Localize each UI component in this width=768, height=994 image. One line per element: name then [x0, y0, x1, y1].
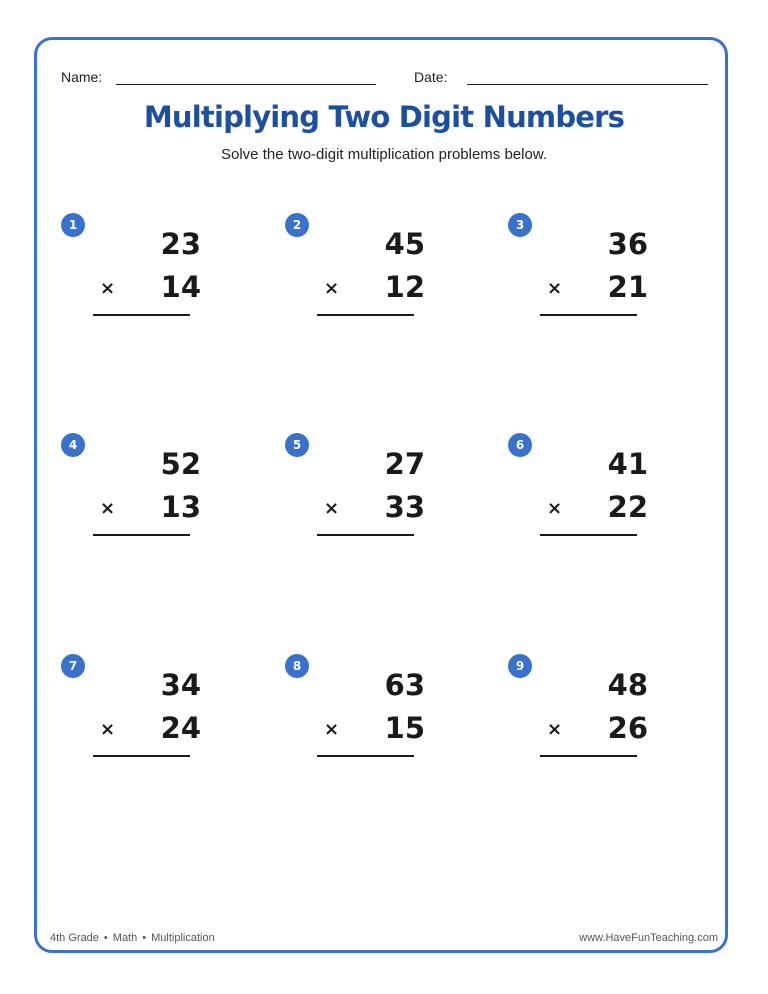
multiplier: 24: [160, 711, 201, 745]
footer-topic: Multiplication: [151, 932, 215, 944]
worksheet-title: Multiplying Two Digit Numbers: [143, 100, 625, 134]
answer-line[interactable]: [93, 314, 190, 316]
problem-1: [61, 213, 201, 353]
multiplicand: 41: [607, 447, 648, 481]
multiplier: 12: [384, 270, 425, 304]
multiplicand: 48: [607, 668, 648, 702]
multiplicand: 36: [607, 227, 648, 261]
multiply-sign: ×: [100, 278, 116, 299]
problem-number-badge: 6: [508, 433, 532, 457]
problem-4: [61, 433, 201, 573]
footer-subject: Math: [112, 932, 138, 944]
problem-9: [508, 654, 648, 794]
multiplier: 21: [607, 270, 648, 304]
multiplier: 15: [384, 711, 425, 745]
multiplier: 22: [607, 490, 648, 524]
problem-6: [508, 433, 648, 573]
multiply-sign: ×: [547, 719, 563, 740]
multiplicand: 52: [160, 447, 201, 481]
answer-line[interactable]: [540, 314, 637, 316]
multiply-sign: ×: [100, 498, 116, 519]
answer-line[interactable]: [540, 755, 637, 757]
answer-line[interactable]: [540, 534, 637, 536]
multiply-sign: ×: [100, 719, 116, 740]
problem-number-badge: 9: [508, 654, 532, 678]
problem-number-badge: 4: [61, 433, 85, 457]
multiply-sign: ×: [547, 278, 563, 299]
date-label: Date:: [414, 69, 448, 85]
worksheet-subtitle: Solve the two-digit multiplication problems below.: [221, 146, 547, 163]
problem-number-badge: 7: [61, 654, 85, 678]
multiplicand: 45: [384, 227, 425, 261]
multiplier: 13: [160, 490, 201, 524]
multiplier: 33: [384, 490, 425, 524]
multiply-sign: ×: [547, 498, 563, 519]
footer-grade: 4th Grade: [50, 932, 99, 944]
problem-number-badge: 1: [61, 213, 85, 237]
problem-number-badge: 8: [285, 654, 309, 678]
footer-website-link[interactable]: www.HaveFunTeaching.com: [579, 932, 718, 944]
problem-2: [285, 213, 425, 353]
problem-5: [285, 433, 425, 573]
name-line[interactable]: [116, 84, 376, 85]
multiplicand: 34: [160, 668, 201, 702]
problem-3: [508, 213, 648, 353]
answer-line[interactable]: [317, 314, 414, 316]
multiply-sign: ×: [324, 498, 340, 519]
multiply-sign: ×: [324, 278, 340, 299]
problem-number-badge: 3: [508, 213, 532, 237]
multiplicand: 63: [384, 668, 425, 702]
date-line[interactable]: [467, 84, 708, 85]
answer-line[interactable]: [93, 534, 190, 536]
answer-line[interactable]: [93, 755, 190, 757]
multiply-sign: ×: [324, 719, 340, 740]
footer-separator: •: [142, 932, 147, 944]
problem-8: [285, 654, 425, 794]
footer-tags: [50, 932, 215, 944]
answer-line[interactable]: [317, 534, 414, 536]
answer-line[interactable]: [317, 755, 414, 757]
multiplicand: 27: [384, 447, 425, 481]
multiplicand: 23: [160, 227, 201, 261]
problem-7: [61, 654, 201, 794]
name-label: Name:: [61, 69, 103, 85]
multiplier: 14: [160, 270, 201, 304]
problem-number-badge: 2: [285, 213, 309, 237]
multiplier: 26: [607, 711, 648, 745]
footer-separator: •: [103, 932, 108, 944]
problem-number-badge: 5: [285, 433, 309, 457]
